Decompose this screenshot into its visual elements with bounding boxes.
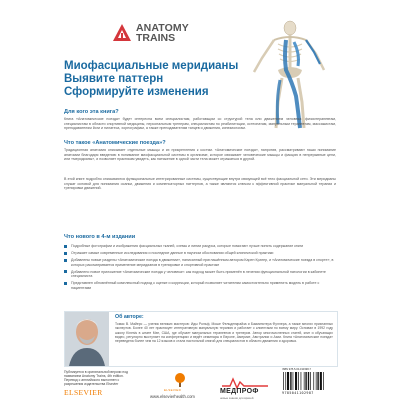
anatomy-trains-logo — [112, 22, 189, 44]
list-item: Отражает самые современные исследования и последние данные в научном обосновании общей клинической практики — [64, 251, 336, 256]
barcode-icon — [282, 372, 338, 390]
about-author-box — [64, 311, 338, 367]
new-features-list — [64, 244, 336, 293]
triangle-logo-icon — [112, 23, 132, 43]
footer — [0, 368, 400, 400]
medprof-logo-text: МЕДПРОФ — [220, 388, 259, 395]
elsevier-tree-icon — [172, 372, 188, 388]
section-title-for-whom: Для кого эта книга? — [64, 109, 119, 115]
bullet-square-icon — [64, 282, 67, 285]
barcode-block — [282, 368, 338, 396]
logo-line2: TRAINS — [136, 32, 176, 44]
headline — [64, 60, 254, 99]
website: www.elsevierhealth.com — [150, 394, 195, 399]
barcode-number: 9785041102987 — [282, 391, 314, 395]
anatomy-skeleton-illustration — [240, 20, 340, 132]
section-title-new: Что нового в 4-м издании — [64, 234, 136, 240]
bullet-square-icon — [64, 245, 67, 248]
medprof-tagline: новые знания для врачей — [220, 396, 254, 400]
list-item: Добавлены новые разделы «Анатомические поезда в движении», написанный приглашённым автором Карен Кратер, и «Анатомические поезда в спорте», в которых рассматривается применение меридианов в тренировке и спортивной практике — [64, 258, 336, 267]
headline-line: Миофасциальные меридианы — [64, 60, 239, 72]
list-item: Подробные фотографии и изображения фасциальных тканей, схемы и линии ракурса, которые помогают лучше понять содержание книги — [64, 244, 336, 249]
author-title: Об авторе: — [115, 314, 144, 320]
elsevier-wordmark: ELSEVIER — [64, 388, 103, 397]
headline-line: Сформируйте изменения — [64, 86, 209, 98]
logo-line1: ANATOMY — [136, 22, 189, 34]
elsevier-small-label: ELSEVIER — [164, 388, 182, 392]
bullet-square-icon — [64, 270, 67, 273]
bullet-square-icon — [64, 259, 67, 262]
list-item: Добавлено новое приложение «Анатомические поезда у человека»: как подход может быть применён в лечении функциональной патологии в кабинете специалиста — [64, 270, 336, 279]
paragraph-what-2: В этой книге подробно описываются функциональные интегрированные системы, существующие внутри связующей всё тело фасциальной сети. Эти меридианы служат основой для понимания осанки, движения и компенсаторных паттернов, а также являются ключом к эффективной практике мануальной терапии и тренировки движений. — [64, 177, 336, 190]
headline-line: Выявите паттерн — [64, 73, 164, 85]
paragraph-for-whom: Книга «Анатомические поезда» будет интересна всем специалистам, работающим со структурой тела или движением человека: физиотерапевтам, специалистам в области спортивной медицины, персональным тренерам, специалистам по реабилитации, остеопатам, мануальным терапевтам, массажистам, преподавателям йоги и пилатеса, хореографам, а также преподавателям танцев и движения, кинезиологам. — [64, 117, 336, 130]
author-photo — [65, 312, 109, 366]
author-bio: Томас В. Майерс — ученик великих мастеров: Иды Рольф, Моше Фельденкрайза и Бакминстера Фуллера, а также многих признанных экспертов. Более 40 лет практикует интегративную мануальную терапию и работает с клиентами по всему миру. Основал в 1992 году школу Kinesis в штате Мэн, США, где обучает мануальных терапевтов и тренеров. Автор многочисленных статей, книг и обучающих видео, регулярно выступает на конференциях и ведёт семинары в Европе, Америке, Австралии и Азии. Книга «Анатомические поезда» переведена более чем на 12 языков и стала настольной книгой для специалистов в области движения и здоровья. — [115, 322, 333, 344]
paragraph-what-1: Традиционная анатомия описывает отдельные мышцы и их прикрепления к костям. «Анатомические поезда», напротив, рассматривают наши понимание анатомии благодаря введению в понимание миофасциальной системы в организме, которое связывает человеческие мышцы и фасцию в непрерывные цепи, или «меридианы», и позволяет практикам увидеть, как натяжение в одной части тела может отражаться в другой. — [64, 148, 336, 161]
isbn: ISBN 978-5-00-193398-7 — [282, 368, 311, 371]
list-item: Представлен обновлённый комплексный подход к оценке и коррекции, который позволяет читателям самостоятельно применить модель в работе с пациентами — [64, 281, 336, 290]
bullet-square-icon — [64, 252, 67, 255]
publication-note: Публикуется в оригинальной версии под названием Anatomy Trains, 4th edition. Перевод с английского выполнен с разрешения издательства Elsevier — [64, 370, 128, 387]
section-title-what: Что такое «Анатомические поезда»? — [64, 140, 166, 146]
